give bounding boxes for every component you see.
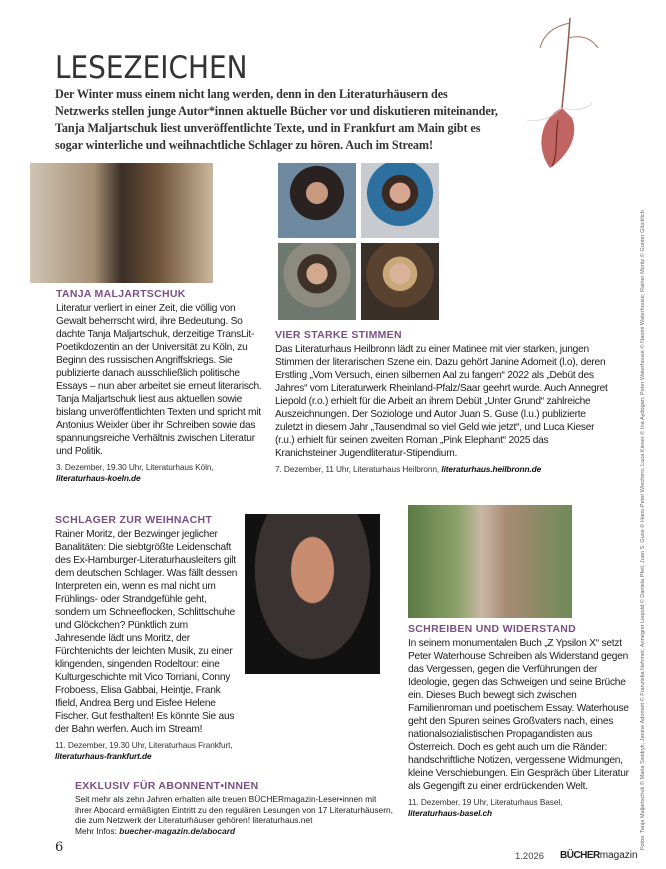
brand-bold: BÜCHER: [560, 850, 600, 861]
article-body: Das Literaturhaus Heilbronn lädt zu einer Matinee mit vier starken, jungen Stimmen der literarischen Szene ein. Dazu gehört Janine Adomeit (l.o), deren Erstling „Vom Versuch, einen silbernen Aal zu fangen“ 2022 als „Debüt des Jahres“ vom Literaturwerk Rheinland-Pfalz/Saar geehrt wurde. Auch Annegret Liepold (r.o.) erhielt für die Arbeit an ihrem Debüt „Unter Grund“ zahlreiche Auszeichnungen. Der Soziologe und Autor Juan S. Guse (l.u.) publizierte zuletzt in diesem Jahr „Tausendmal so viel Geld wie jetzt“, und Luca Kieser (r.u.) erhielt für seinen zweiten Roman „Pink Elephant“ 2025 das Kranichsteiner Jugendliteratur-Stipendium.: [275, 344, 608, 459]
photo-luca-kieser: [361, 243, 439, 320]
event-link[interactable]: literaturhaus-koeln.de: [56, 472, 141, 483]
article-body: Literatur verliert in einer Zeit, die völlig von Gewalt beherrscht wird, ihre Bedeutung. So dachte Tanja Maljartschuk, derzeitige TransLit-Poetikdozentin an der Universität zu Köln, zu Beginn des russischen Angriffskriegs. Sie publizierte danach ausschließlich politische Essays – nun aber arbeitet sie erneut literarisch. Tanja Maljartschuk liest aus aktuellen sowie bislang unveröffentlichten Texten und spricht mit Antonius Weixler über ihr Schreiben sowie das spannungsreiche Verhältnis zwischen Literatur und Politik.: [56, 303, 262, 457]
subscriber-box: [75, 780, 395, 836]
issue-number: 1.2026: [515, 851, 545, 862]
article-schlager-zur-weihnacht: [55, 514, 241, 761]
event-date: 11. Dezember, 19 Uhr, Literaturhaus Basel,: [408, 797, 563, 807]
photo-tanja-maljartschuk: [30, 163, 213, 283]
event-link[interactable]: literaturhaus.heilbronn.de: [441, 464, 542, 474]
subscriber-body: Seit mehr als zehn Jahren erhalten alle treuen BÜCHERmagazin-Leser•innen mit ihrer Abocard ermäßigten Eintritt zu den regulären Lesungen von 17 Literaturhäusern, die zum Netzwerk der Literaturhäuser gehören! literaturhaus.net: [75, 794, 393, 825]
event-date: 11. Dezember, 19.30 Uhr, Literaturhaus Frankfurt,: [55, 740, 233, 750]
article-tanja-maljartschuk: [56, 288, 264, 483]
photo-credit: Fotos: Tanja Maljartschuk © Maria Swidryk; Janine Adomeit © Franziska Nehmer; Annegret Liepold © Daniela Pfeil; Juan S. Guse © Hans-Peter Wiechers; Luca Kieser © Ina Aydogan; Peter Waterhouse © Naomi Waterhouse; Rainer Moritz © Gunter Glücklich: [640, 210, 646, 850]
photo-peter-waterhouse: [408, 505, 572, 618]
magazine-logo: [560, 850, 638, 861]
event-date: 3. Dezember, 19.30 Uhr, Literaturhaus Köln,: [56, 462, 214, 472]
article-body: In seinem monumentalen Buch „Z Ypsilon X“ setzt Peter Waterhouse Schreiben als Widerstand gegen das Vergessen, gegen die Verführungen der Ideologie, gegen das Schweigen und seine Brüche ein. Dieses Buch bewegt sich zwischen Familienroman und poetischem Essay. Waterhouse geht den Spuren seines Großvaters nach, eines nationalsozialistischen Propagandisten aus Österreich. Doch es geht auch um die Ränder: handschriftliche Notizen, vergessene Widmungen, kleine Verschiebungen. Ein Gespräch über Literatur als Gegengift zu einer erdrückenden Welt.: [408, 638, 629, 792]
more-info-label: Mehr Infos:: [75, 825, 117, 836]
event-date: 7. Dezember, 11 Uhr, Literaturhaus Heilbronn,: [275, 464, 440, 474]
article-heading: SCHREIBEN UND WIDERSTAND: [408, 623, 577, 635]
article-body: Rainer Moritz, der Bezwinger jeglicher Banalitäten: Die siebtgrößte Leidenschaft des Ex-Hamburger-Literaturhausleiters gilt dem deutschen Schlager. Was fällt dessen Interpreten ein, wenn es mal nicht um Frühlings- oder Strandgefühle geht, sondern um Schneeflocken, Schlittschuhe und Glöckchen? Pünktlich zum Jahresende lädt uns Moritz, der Fürchtenichts der leichten Musik, zu einer klingenden, singenden Rodeltour: eine Kulturgeschichte mit Vico Torriani, Conny Froboess, Elisa Gabbai, Heintje, Frank Ifield, Andrea Berg und Eisfee Helene Fischer. Gut festhalten! Es könnte Sie aus der Bahn werfen. Auch im Stream!: [55, 529, 238, 735]
brand-light: magazin: [599, 850, 638, 861]
photo-juan-s-guse: [278, 243, 356, 320]
article-vier-starke-stimmen: [275, 329, 610, 475]
article-heading: SCHLAGER ZUR WEIHNACHT: [55, 514, 213, 526]
intro-text: Der Winter muss einem nicht lang werden, denn in den Literaturhäusern des Netzwerks stellen junge Autor*innen aktuelle Bücher vor und diskutieren miteinander, Tanja Maljartschuk liest unveröffentlichte Texte, und in Frankfurt am Main gibt es sogar winterliche und weihnachtliche Schlager zu hören. Auch im Stream!: [55, 87, 498, 152]
photo-janine-adomeit: [278, 163, 356, 238]
article-heading: TANJA MALJARTSCHUK: [56, 288, 186, 300]
article-schreiben-und-widerstand: [408, 623, 634, 818]
photo-rainer-moritz: [245, 514, 380, 674]
event-link[interactable]: literaturhaus-frankfurt.de: [55, 750, 152, 761]
page-number: 6: [55, 840, 64, 855]
event-link[interactable]: literaturhaus-basel.ch: [408, 807, 493, 818]
abocard-link[interactable]: buecher-magazin.de/abocard: [119, 825, 236, 836]
photo-annegret-liepold: [361, 163, 439, 238]
flower-illustration: [520, 8, 600, 178]
page-title: LESEZEICHEN: [55, 50, 248, 86]
article-heading: VIER STARKE STIMMEN: [275, 329, 402, 341]
subscriber-heading: EXKLUSIV FÜR ABONNENT•INNEN: [75, 780, 259, 792]
